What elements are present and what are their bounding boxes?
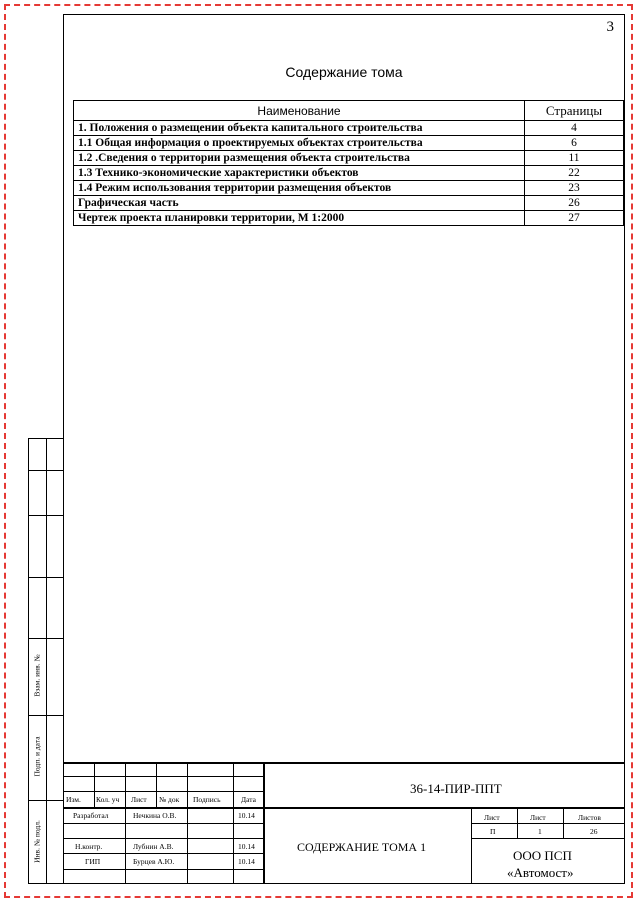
- side-strip-line: [28, 715, 64, 716]
- toc-item-page: 23: [525, 181, 624, 196]
- tb-line: [471, 838, 625, 839]
- tb-line: [517, 807, 518, 838]
- tb-line: [471, 807, 472, 884]
- tb-line: [156, 762, 157, 807]
- label-inv-podl: Инв. № подл.: [32, 820, 42, 863]
- sheet-value: 1: [538, 827, 542, 836]
- toc-item-page: 11: [525, 151, 624, 166]
- tb-header-data: Дата: [241, 795, 256, 804]
- date-nkontr: 10.14: [238, 842, 255, 851]
- toc-item-name: 1.1 Общая информация о проектируемых объектах строительства: [74, 136, 525, 151]
- label-podp-data: Подп. и дата: [32, 736, 42, 777]
- toc-item-page: 27: [525, 211, 624, 226]
- org-line-1: ООО ПСП: [513, 848, 572, 863]
- tb-header-podpis: Подпись: [193, 795, 221, 804]
- table-row: [74, 181, 624, 196]
- label-vzam-inv: Взам. инв. №: [32, 654, 42, 697]
- table-row: [74, 211, 624, 226]
- toc-item-name: 1.3 Технико-экономические характеристики объектов: [74, 166, 525, 181]
- volume-title: Содержание тома: [285, 64, 403, 80]
- toc-table: [73, 100, 624, 226]
- name-razrabotal: Нечкина О.В.: [133, 811, 177, 820]
- doc-code: 36-14-ПИР-ППТ: [410, 781, 502, 796]
- doc-name: СОДЕРЖАНИЕ ТОМА 1: [297, 840, 427, 854]
- date-gip: 10.14: [238, 857, 255, 866]
- title-block: [63, 762, 625, 884]
- tb-line: [233, 762, 234, 884]
- tb-line: [63, 807, 625, 809]
- name-gip: Бурцев А.Ю.: [133, 857, 175, 866]
- toc-item-page: 6: [525, 136, 624, 151]
- tb-line: [471, 823, 625, 824]
- tb-line: [63, 762, 625, 764]
- role-razrabotal: Разработал: [73, 811, 109, 820]
- tb-header-list: Лист: [131, 795, 147, 804]
- sheets-value: 26: [590, 827, 598, 836]
- page-number: 3: [606, 19, 614, 35]
- date-razrabotal: 10.14: [238, 811, 255, 820]
- toc-header-name: Наименование: [74, 101, 525, 121]
- toc-item-name: 1. Положения о размещении объекта капитального строительства: [74, 121, 525, 136]
- tb-line: [125, 762, 126, 884]
- side-strip-line: [28, 515, 64, 516]
- table-row: [74, 121, 624, 136]
- side-strip-line: [28, 577, 64, 578]
- side-strip-divider: [46, 438, 47, 884]
- org-line-2: «Автомост»: [507, 865, 574, 880]
- sheets-header: Листов: [578, 813, 601, 822]
- table-row: [74, 136, 624, 151]
- toc-item-name: Чертеж проекта планировки территории, М 1:2000: [74, 211, 525, 226]
- toc-item-page: 22: [525, 166, 624, 181]
- role-gip: ГИП: [85, 857, 101, 866]
- toc-header-pages: Страницы: [525, 101, 624, 121]
- tb-header-kol: Кол. уч: [96, 795, 120, 804]
- toc-item-name: 1.2 .Сведения о территории размещения объекта строительства: [74, 151, 525, 166]
- tb-line: [263, 762, 265, 884]
- name-nkontr: Лубнин А.В.: [133, 842, 174, 851]
- table-row: [74, 166, 624, 181]
- side-strip-line: [28, 638, 64, 639]
- table-row: [74, 151, 624, 166]
- tb-header-izm: Изм.: [66, 795, 81, 804]
- tb-line: [187, 762, 188, 884]
- tb-line: [94, 762, 95, 807]
- stage-header: Лист: [484, 813, 500, 822]
- tb-line: [563, 807, 564, 838]
- tb-header-ndoc: № док: [159, 795, 180, 804]
- toc-item-page: 4: [525, 121, 624, 136]
- sheet-header: Лист: [530, 813, 546, 822]
- role-nkontr: Н.контр.: [75, 842, 103, 851]
- toc-item-page: 26: [525, 196, 624, 211]
- stage-value: П: [490, 827, 496, 836]
- table-row: [74, 196, 624, 211]
- toc-item-name: 1.4 Режим использования территории размещения объектов: [74, 181, 525, 196]
- side-strip-line: [28, 470, 64, 471]
- toc-item-name: Графическая часть: [74, 196, 525, 211]
- side-strip-line: [28, 800, 64, 801]
